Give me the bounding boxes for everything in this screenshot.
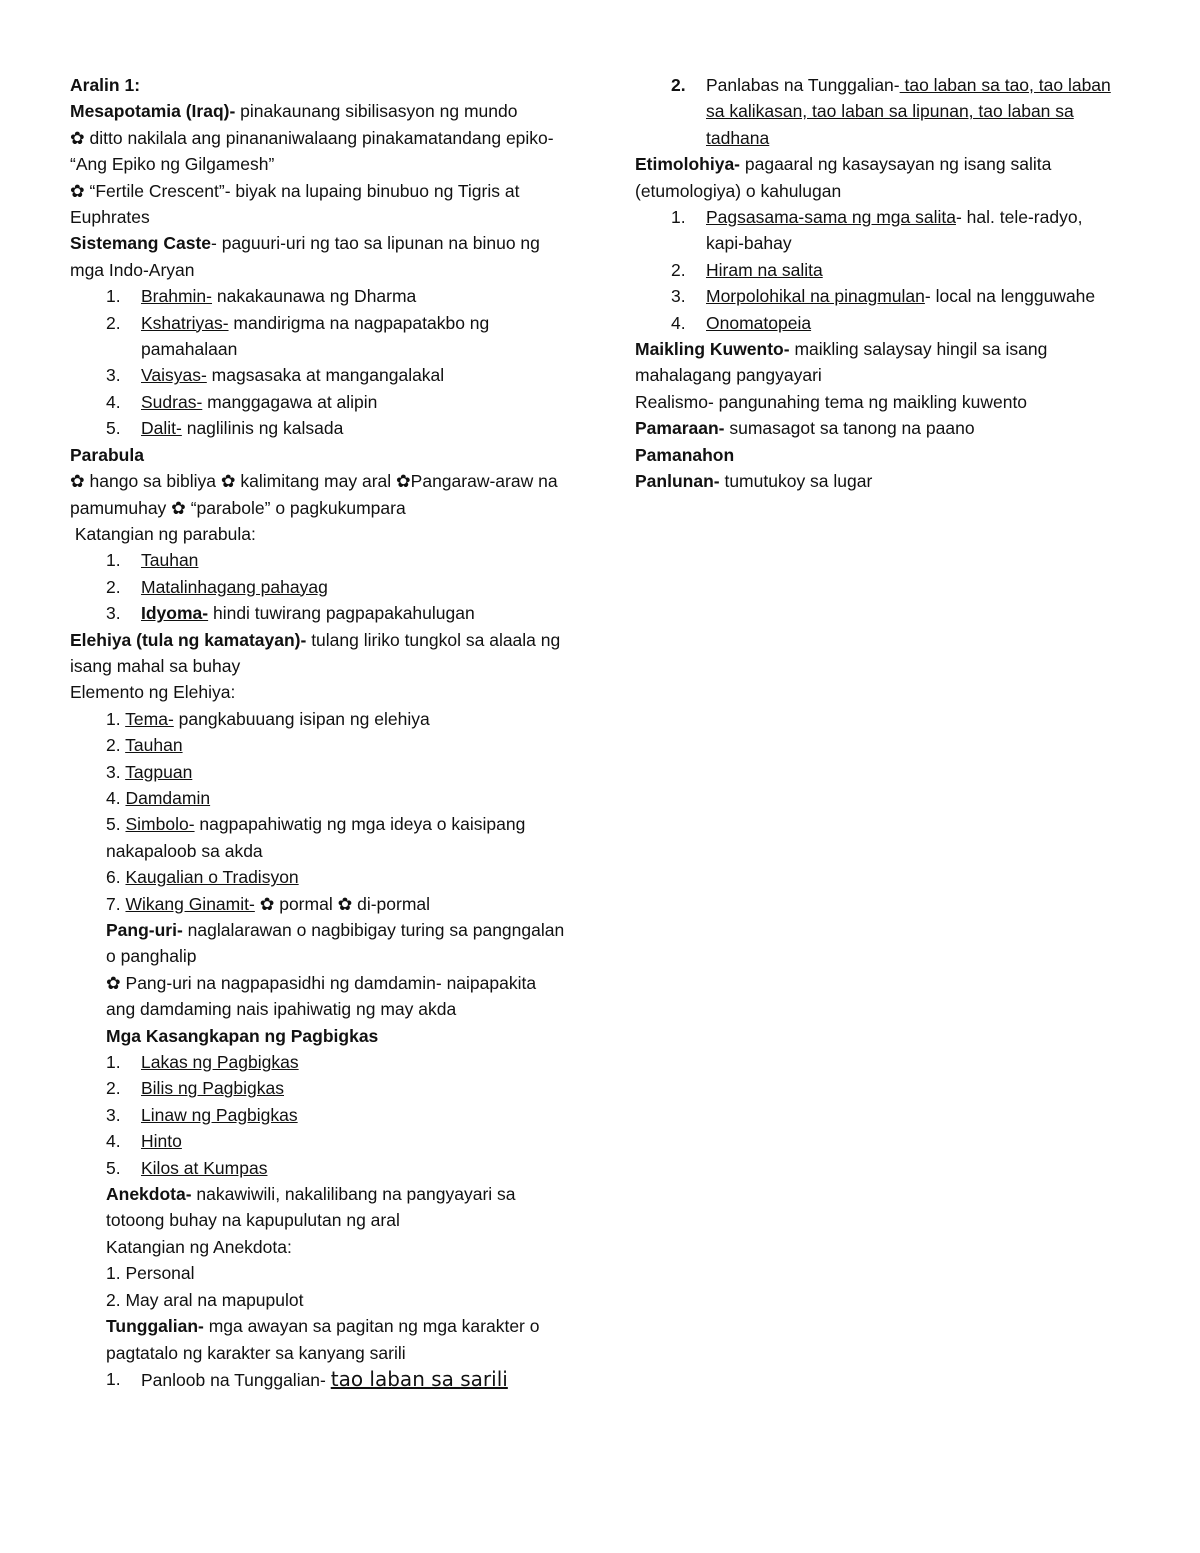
list-item: 4. Onomatopeia [671, 312, 812, 333]
etimolohiya-list [635, 204, 1115, 336]
elehiya-elemento-label: Elemento ng Elehiya: [70, 682, 236, 703]
list-item: 1. Lakas ng Pagbigkas [106, 1052, 299, 1073]
list-item: 4. Damdamin [106, 787, 211, 808]
caste-entry: Sistemang Caste- paguuri-uri ng tao sa lipunan na binuo ng mga Indo-Aryan [70, 233, 540, 280]
anekdota-entry: Anekdota- nakawiwili, nakalilibang na pangyayari sa totoong buhay na kapupulutan ng aral [106, 1184, 516, 1231]
pamaraan-entry: Pamaraan- sumasagot sa tanong na paano [635, 418, 975, 439]
list-item: 5. Simbolo- nagpapahiwatig ng mga ideya o kaisipang nakapaloob sa akda [106, 814, 526, 861]
list-item: 1. Tema- pangkabuuang isipan ng elehiya [106, 708, 430, 729]
list-item: 2. May aral na mapupulot [106, 1289, 304, 1310]
list-item: 3. Morpolohikal na pinagmulan- local na lengguwahe [671, 286, 1096, 307]
panlunan-entry: Panlunan- tumutukoy sa lugar [635, 471, 873, 492]
mesopotamia-bullet-2: ✿ “Fertile Crescent”- biyak na lupaing binubuo ng Tigris at Euphrates [70, 180, 520, 228]
list-item: 2. Kshatriyas- mandirigma na nagpapatakbo ng pamahalaan [106, 312, 490, 360]
realismo-entry: Realismo- pangunahing tema ng maikling kuwento [635, 391, 1028, 412]
left-column [70, 72, 570, 1393]
caste-list [70, 283, 570, 441]
list-item: 5. Kilos at Kumpas [106, 1157, 268, 1178]
list-item: 3. Tagpuan [106, 761, 193, 782]
elehiya-entry: Elehiya (tula ng kamatayan)- tulang liriko tungkol sa alaala ng isang mahal sa buhay [70, 629, 561, 676]
list-item: 5. Dalit- naglilinis ng kalsada [106, 418, 344, 439]
list-item: 2. Hiram na salita [671, 259, 823, 280]
list-item: 1. Brahmin- nakakaunawa ng Dharma [106, 286, 417, 307]
parabula-katangian-label: Katangian ng parabula: [70, 523, 256, 544]
mesopotamia-bullet-1: ✿ ditto nakilala ang pinananiwalaang pinakamatandang epiko- “Ang Epiko ng Gilgamesh” [70, 127, 554, 175]
pang-uri-entry: Pang-uri- naglalarawan o nagbibigay turing sa pangngalan o panghalip [106, 920, 565, 967]
list-item: 1. Tauhan [106, 550, 199, 571]
list-item: 3. Vaisyas- magsasaka at mangangalakal [106, 365, 445, 386]
list-item: 6. Kaugalian o Tradisyon [106, 867, 299, 888]
list-item: 7. Wikang Ginamit- ✿ pormal ✿ di-pormal [106, 893, 431, 914]
list-item: 4. Hinto [106, 1131, 182, 1152]
etimolohiya-entry: Etimolohiya- pagaaral ng kasaysayan ng isang salita (etumologiya) o kahulugan [635, 154, 1052, 201]
pamanahon-entry: Pamanahon [635, 444, 735, 465]
parabula-heading: Parabula [70, 444, 144, 465]
list-item: 2. Bilis ng Pagbigkas [106, 1078, 284, 1099]
right-column [635, 72, 1115, 495]
anekdota-katangian-label: Katangian ng Anekdota: [106, 1236, 292, 1257]
kasangkapan-list [70, 1049, 570, 1181]
tunggalian-item-2: 2. Panlabas na Tunggalian- tao laban sa tao, tao laban sa kalikasan, tao laban sa lipunan, tao laban sa tadhana [671, 75, 1111, 148]
list-item: 2. Matalinhagang pahayag [106, 576, 328, 597]
list-item: 3. Idyoma- hindi tuwirang pagpapakahulugan [106, 603, 475, 624]
maikling-kuwento-entry: Maikling Kuwento- maikling salaysay hingil sa isang mahalagang pangyayari [635, 339, 1048, 386]
lesson-title: Aralin 1: [70, 75, 141, 95]
list-item: 2. Tauhan [106, 735, 183, 756]
list-item: 3. Linaw ng Pagbigkas [106, 1104, 298, 1125]
parabula-list [70, 547, 570, 626]
elehiya-list [70, 706, 570, 917]
tunggalian-item-1: 1. Panloob na Tunggalian- tao laban sa sarili [106, 1366, 508, 1391]
mesopotamia-entry: Mesapotamia (Iraq)- pinakaunang sibilisasyon ng mundo [70, 101, 518, 122]
list-item: 1. Personal [106, 1263, 195, 1284]
kasangkapan-heading: Mga Kasangkapan ng Pagbigkas [106, 1025, 379, 1046]
pang-uri-bullet: ✿ Pang-uri na nagpapasidhi ng damdamin- naipapakita ang damdaming nais ipahiwatig ng may akda [106, 972, 537, 1020]
parabula-bullets: ✿ hango sa bibliya ✿ kalimitang may aral ✿Pangaraw-araw na pamumuhay ✿ “parabole” o pagkukumpara [70, 471, 558, 518]
tunggalian-entry: Tunggalian- mga awayan sa pagitan ng mga karakter o pagtatalo ng karakter sa kanyang sarili [106, 1316, 540, 1363]
list-item: 4. Sudras- manggagawa at alipin [106, 391, 378, 412]
list-item: 1. Pagsasama-sama ng mga salita- hal. tele-radyo, kapi-bahay [671, 207, 1083, 254]
